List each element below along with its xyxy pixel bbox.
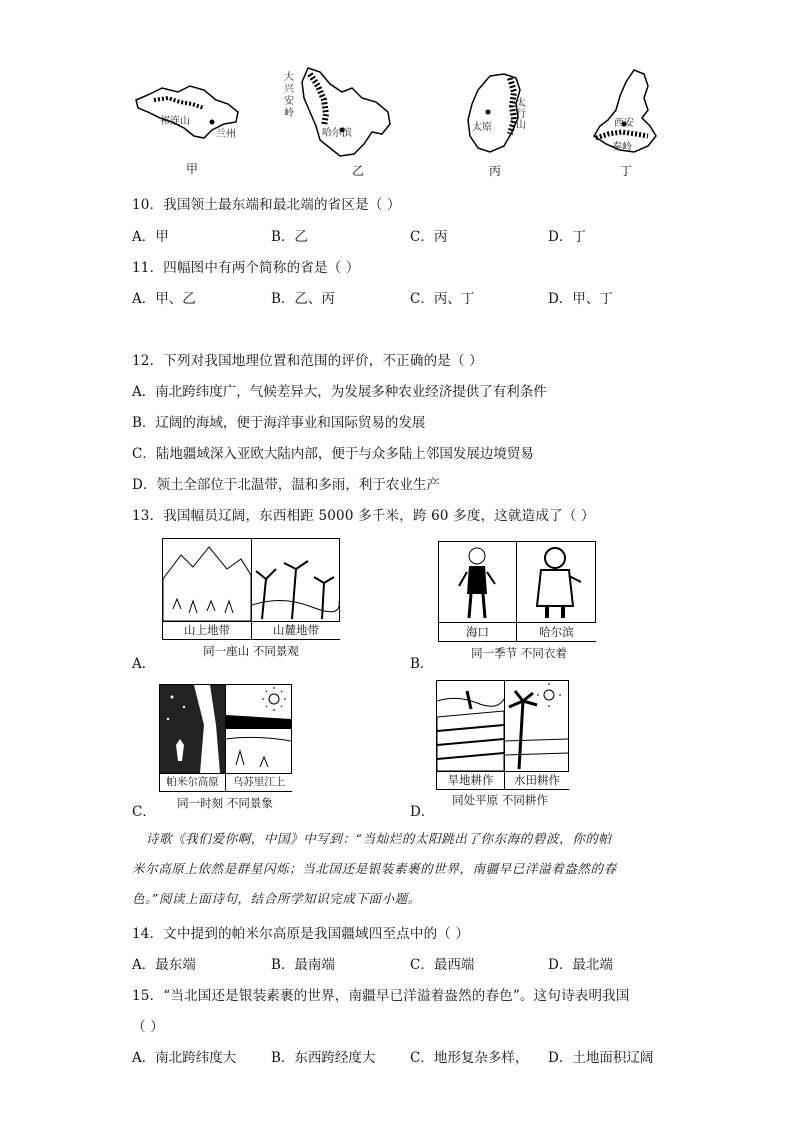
q13-c-picture xyxy=(159,684,292,792)
question-11: 11．四幅图中有两个简称的省是（ ） xyxy=(132,260,360,276)
q15-option-b[interactable]: B．东西跨经度大 xyxy=(271,1050,376,1066)
foothill-forest-scene xyxy=(251,539,339,621)
dryland-farming-scene xyxy=(437,681,504,771)
q15-option-d[interactable]: D．土地面积辽阔 xyxy=(548,1050,654,1066)
q10-option-a[interactable]: A．甲 xyxy=(132,229,169,245)
q10-option-c[interactable]: C．丙 xyxy=(410,229,448,245)
question-13: 13．我国幅员辽阔，东西相距 5000 多千米，跨 60 多度，这就造成了（ ） xyxy=(132,508,595,524)
q13-a-picture xyxy=(162,538,340,640)
q13-d-right-label: 水田耕作 xyxy=(504,771,569,789)
question-12: 12．下列对我国地理位置和范围的评价，不正确的是（ ） xyxy=(132,353,483,369)
q15-option-c[interactable]: C．地形复杂多样， xyxy=(410,1050,529,1066)
q13-d-left-label: 旱地耕作 xyxy=(437,771,504,789)
q14-option-c[interactable]: C．最西端 xyxy=(410,957,475,973)
map-caption-bing: 丙 xyxy=(489,164,502,178)
q13-b-title: 同一季节 不同衣着 xyxy=(471,646,567,660)
question-15: 15．“当北国还是银装素裹的世界，南疆早已洋溢着盎然的春色”。这句诗表明我国 xyxy=(132,988,630,1004)
q13-b-letter: B． xyxy=(410,656,434,672)
map-label-harbin: 哈尔滨 xyxy=(322,128,352,139)
q13-b-right-label: 哈尔滨 xyxy=(516,622,596,641)
map-caption-ding: 丁 xyxy=(620,164,633,178)
poem-line-1: 诗歌《我们爱你啊，中国》中写到：“当灿烂的太阳跳出了你东海的碧波，你的帕 xyxy=(146,831,612,846)
winter-clothes-person xyxy=(516,542,595,622)
night-plateau-scene xyxy=(160,685,225,773)
q13-a-title: 同一座山 不同景观 xyxy=(203,644,299,658)
q13-c-letter: C． xyxy=(132,804,156,820)
q11-option-b[interactable]: B．乙、丙 xyxy=(271,291,335,307)
map-label-taihangshan: 太行山 xyxy=(516,98,526,131)
map-heilongjiang xyxy=(290,64,396,159)
q13-d-picture xyxy=(436,680,569,790)
q11-option-a[interactable]: A．甲、乙 xyxy=(132,291,196,307)
poem-line-2: 米尔高原上依然是群星闪烁；当北国还是银装素裹的世界，南疆早已洋溢着盎然的春 xyxy=(132,861,617,876)
q11-option-d[interactable]: D．甲、丁 xyxy=(548,291,613,307)
q14-option-b[interactable]: B．最南端 xyxy=(271,957,335,973)
q12-option-b[interactable]: B．辽阔的海域，便于海洋事业和国际贸易的发展 xyxy=(132,415,426,431)
q15-option-a[interactable]: A．南北跨纬度大 xyxy=(132,1050,237,1066)
map-caption-jia: 甲 xyxy=(186,162,199,176)
map-label-daxinganling: 大兴安岭 xyxy=(284,72,294,119)
poem-line-3: 色。”阅读上面诗句，结合所学知识完成下面小题。 xyxy=(132,891,421,906)
question-10: 10．我国领土最东端和最北端的省区是（ ） xyxy=(132,197,401,213)
q13-b-picture xyxy=(438,541,596,642)
question-14: 14．文中提到的帕米尔高原是我国疆域四至点中的（ ） xyxy=(132,926,470,942)
map-label-qinling: 秦岭 xyxy=(612,142,632,153)
q13-c-title: 同一时刻 不同景象 xyxy=(177,796,273,810)
mountain-snow-scene xyxy=(163,539,251,621)
paddy-farming-scene xyxy=(504,681,568,771)
daytime-river-scene xyxy=(225,685,291,773)
q13-a-letter: A． xyxy=(132,656,156,672)
q12-option-a[interactable]: A．南北跨纬度广，气候差异大，为发展多种农业经济提供了有利条件 xyxy=(132,384,547,400)
map-label-qilian: 祁连山 xyxy=(160,116,190,127)
q10-option-d[interactable]: D．丁 xyxy=(548,229,586,245)
q11-option-c[interactable]: C．丙、丁 xyxy=(410,291,475,307)
q14-option-a[interactable]: A．最东端 xyxy=(132,957,196,973)
map-label-xian: 西安 xyxy=(614,118,634,129)
q10-option-b[interactable]: B．乙 xyxy=(271,229,308,245)
q13-d-letter: D． xyxy=(410,804,435,820)
map-shanxi xyxy=(460,70,540,156)
q13-c-right-label: 乌苏里江上 xyxy=(225,773,292,791)
light-clothes-person xyxy=(439,542,516,622)
map-caption-yi: 乙 xyxy=(352,164,365,178)
q14-option-d[interactable]: D．最北端 xyxy=(548,957,613,973)
question-15-blank: （ ） xyxy=(132,1019,164,1035)
q13-a-right-label: 山麓地带 xyxy=(251,621,340,639)
q13-d-title: 同处平原 不同耕作 xyxy=(452,793,548,807)
map-label-taiyuan: 太原 xyxy=(472,122,492,133)
q13-b-left-label: 海口 xyxy=(439,622,516,641)
q12-option-d[interactable]: D．领土全部位于北温带，温和多雨，利于农业生产 xyxy=(132,477,440,493)
q13-c-left-label: 帕米尔高原 xyxy=(160,773,225,791)
q13-a-left-label: 山上地带 xyxy=(163,621,251,639)
map-label-lanzhou: 兰州 xyxy=(216,129,236,140)
q12-option-c[interactable]: C．陆地疆域深入亚欧大陆内部，便于与众多陆上邻国发展边境贸易 xyxy=(132,446,534,462)
